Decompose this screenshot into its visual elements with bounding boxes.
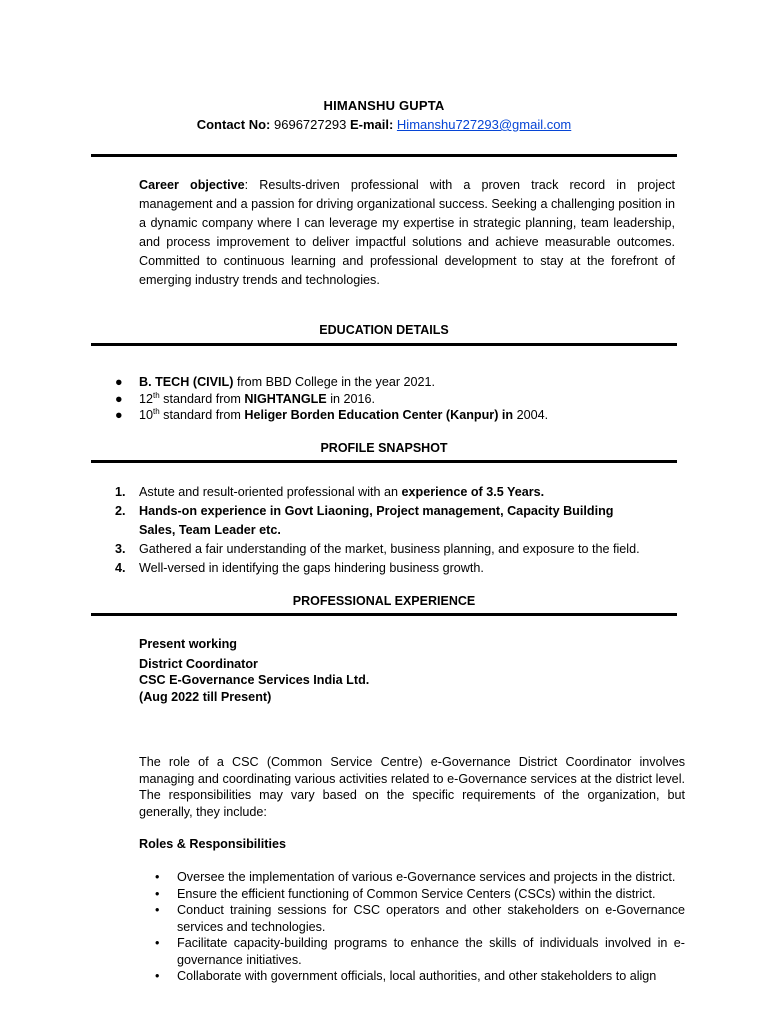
phone-number: 9696727293 [274, 117, 347, 132]
bullet-icon: • [155, 903, 160, 917]
bullet-icon: • [155, 870, 160, 884]
header-divider [91, 154, 677, 157]
objective-text: : Results-driven professional with a proven track record in project management and a passion for driving organizational success. Seeking a challenging position in a dynamic company where I can leverage my expertise in strategic planning, team leadership, and process improvement to deliver impactful solutions and achieve measurable outcomes. Committed to continuous learning and professional development to stay at the forefront of emerging industry trends and technologies. [139, 178, 675, 287]
contact-line [0, 117, 768, 132]
list-item: ● 10th standard from Heliger Borden Education Center (Kanpur) in 2004. [115, 406, 549, 422]
list-item: 4. Well-versed in identifying the gaps hindering business growth. [115, 561, 484, 575]
list-item: • Facilitate capacity-building programs to enhance the skills of individuals involved in e-governance initiatives. [155, 936, 685, 967]
job-company: CSC E-Governance Services India Ltd. [139, 673, 370, 687]
list-item: 3. Gathered a fair understanding of the market, business planning, and exposure to the field. [115, 542, 640, 556]
profile-list [115, 483, 640, 578]
education-title: EDUCATION DETAILS [319, 323, 449, 337]
job-intro: The role of a CSC (Common Service Centre) e-Governance District Coordinator involves managing and coordinating various activities related to e-Governance services at the district level. The responsibilities may vary based on the specific requirements of the organization, but generally, they include: [139, 755, 685, 819]
objective-label: Career objective [139, 178, 245, 192]
experience-divider [91, 613, 677, 616]
list-item: 1. Astute and result-oriented professional with an experience of 3.5 Years. [115, 485, 545, 499]
list-item: • Oversee the implementation of various e-Governance services and projects in the district. [155, 870, 676, 884]
education-divider [91, 343, 677, 346]
profile-title: PROFILE SNAPSHOT [320, 441, 448, 455]
bullet-icon: • [155, 886, 160, 901]
list-item: • Conduct training sessions for CSC operators and other stakeholders on e-Governance services and technologies. [155, 903, 685, 934]
bullet-icon: ● [115, 408, 123, 422]
candidate-name: HIMANSHU GUPTA [323, 98, 445, 113]
list-item: 2. Hands-on experience in Govt Liaoning, Project management, Capacity Building Sales, Team Leader etc. [115, 504, 614, 537]
contact-label: Contact No: [196, 117, 271, 132]
email-link[interactable]: Himanshu727293@gmail.com [396, 117, 572, 132]
list-item: • Ensure the efficient functioning of Common Service Centers (CSCs) within the district. [155, 886, 656, 901]
bullet-icon: • [155, 969, 160, 983]
list-item: • Collaborate with government officials, local authorities, and other stakeholders to align [155, 969, 657, 983]
list-item: ● 12th standard from NIGHTANGLE in 2016. [115, 390, 376, 406]
job-status: Present working [139, 637, 237, 651]
job-period: (Aug 2022 till Present) [139, 690, 272, 704]
email-label: E-mail: [349, 117, 394, 132]
roles-list [155, 869, 685, 985]
roles-title: Roles & Responsibilities [139, 837, 286, 851]
career-objective [139, 176, 675, 290]
bullet-icon: ● [115, 375, 123, 389]
bullet-icon: ● [115, 391, 123, 406]
profile-divider [91, 460, 677, 463]
bullet-icon: • [155, 936, 160, 950]
list-item: ● B. TECH (CIVIL) from BBD College in the year 2021. [115, 375, 436, 389]
job-role: District Coordinator [139, 657, 258, 671]
education-list [115, 374, 675, 424]
experience-title: PROFESSIONAL EXPERIENCE [292, 594, 476, 608]
